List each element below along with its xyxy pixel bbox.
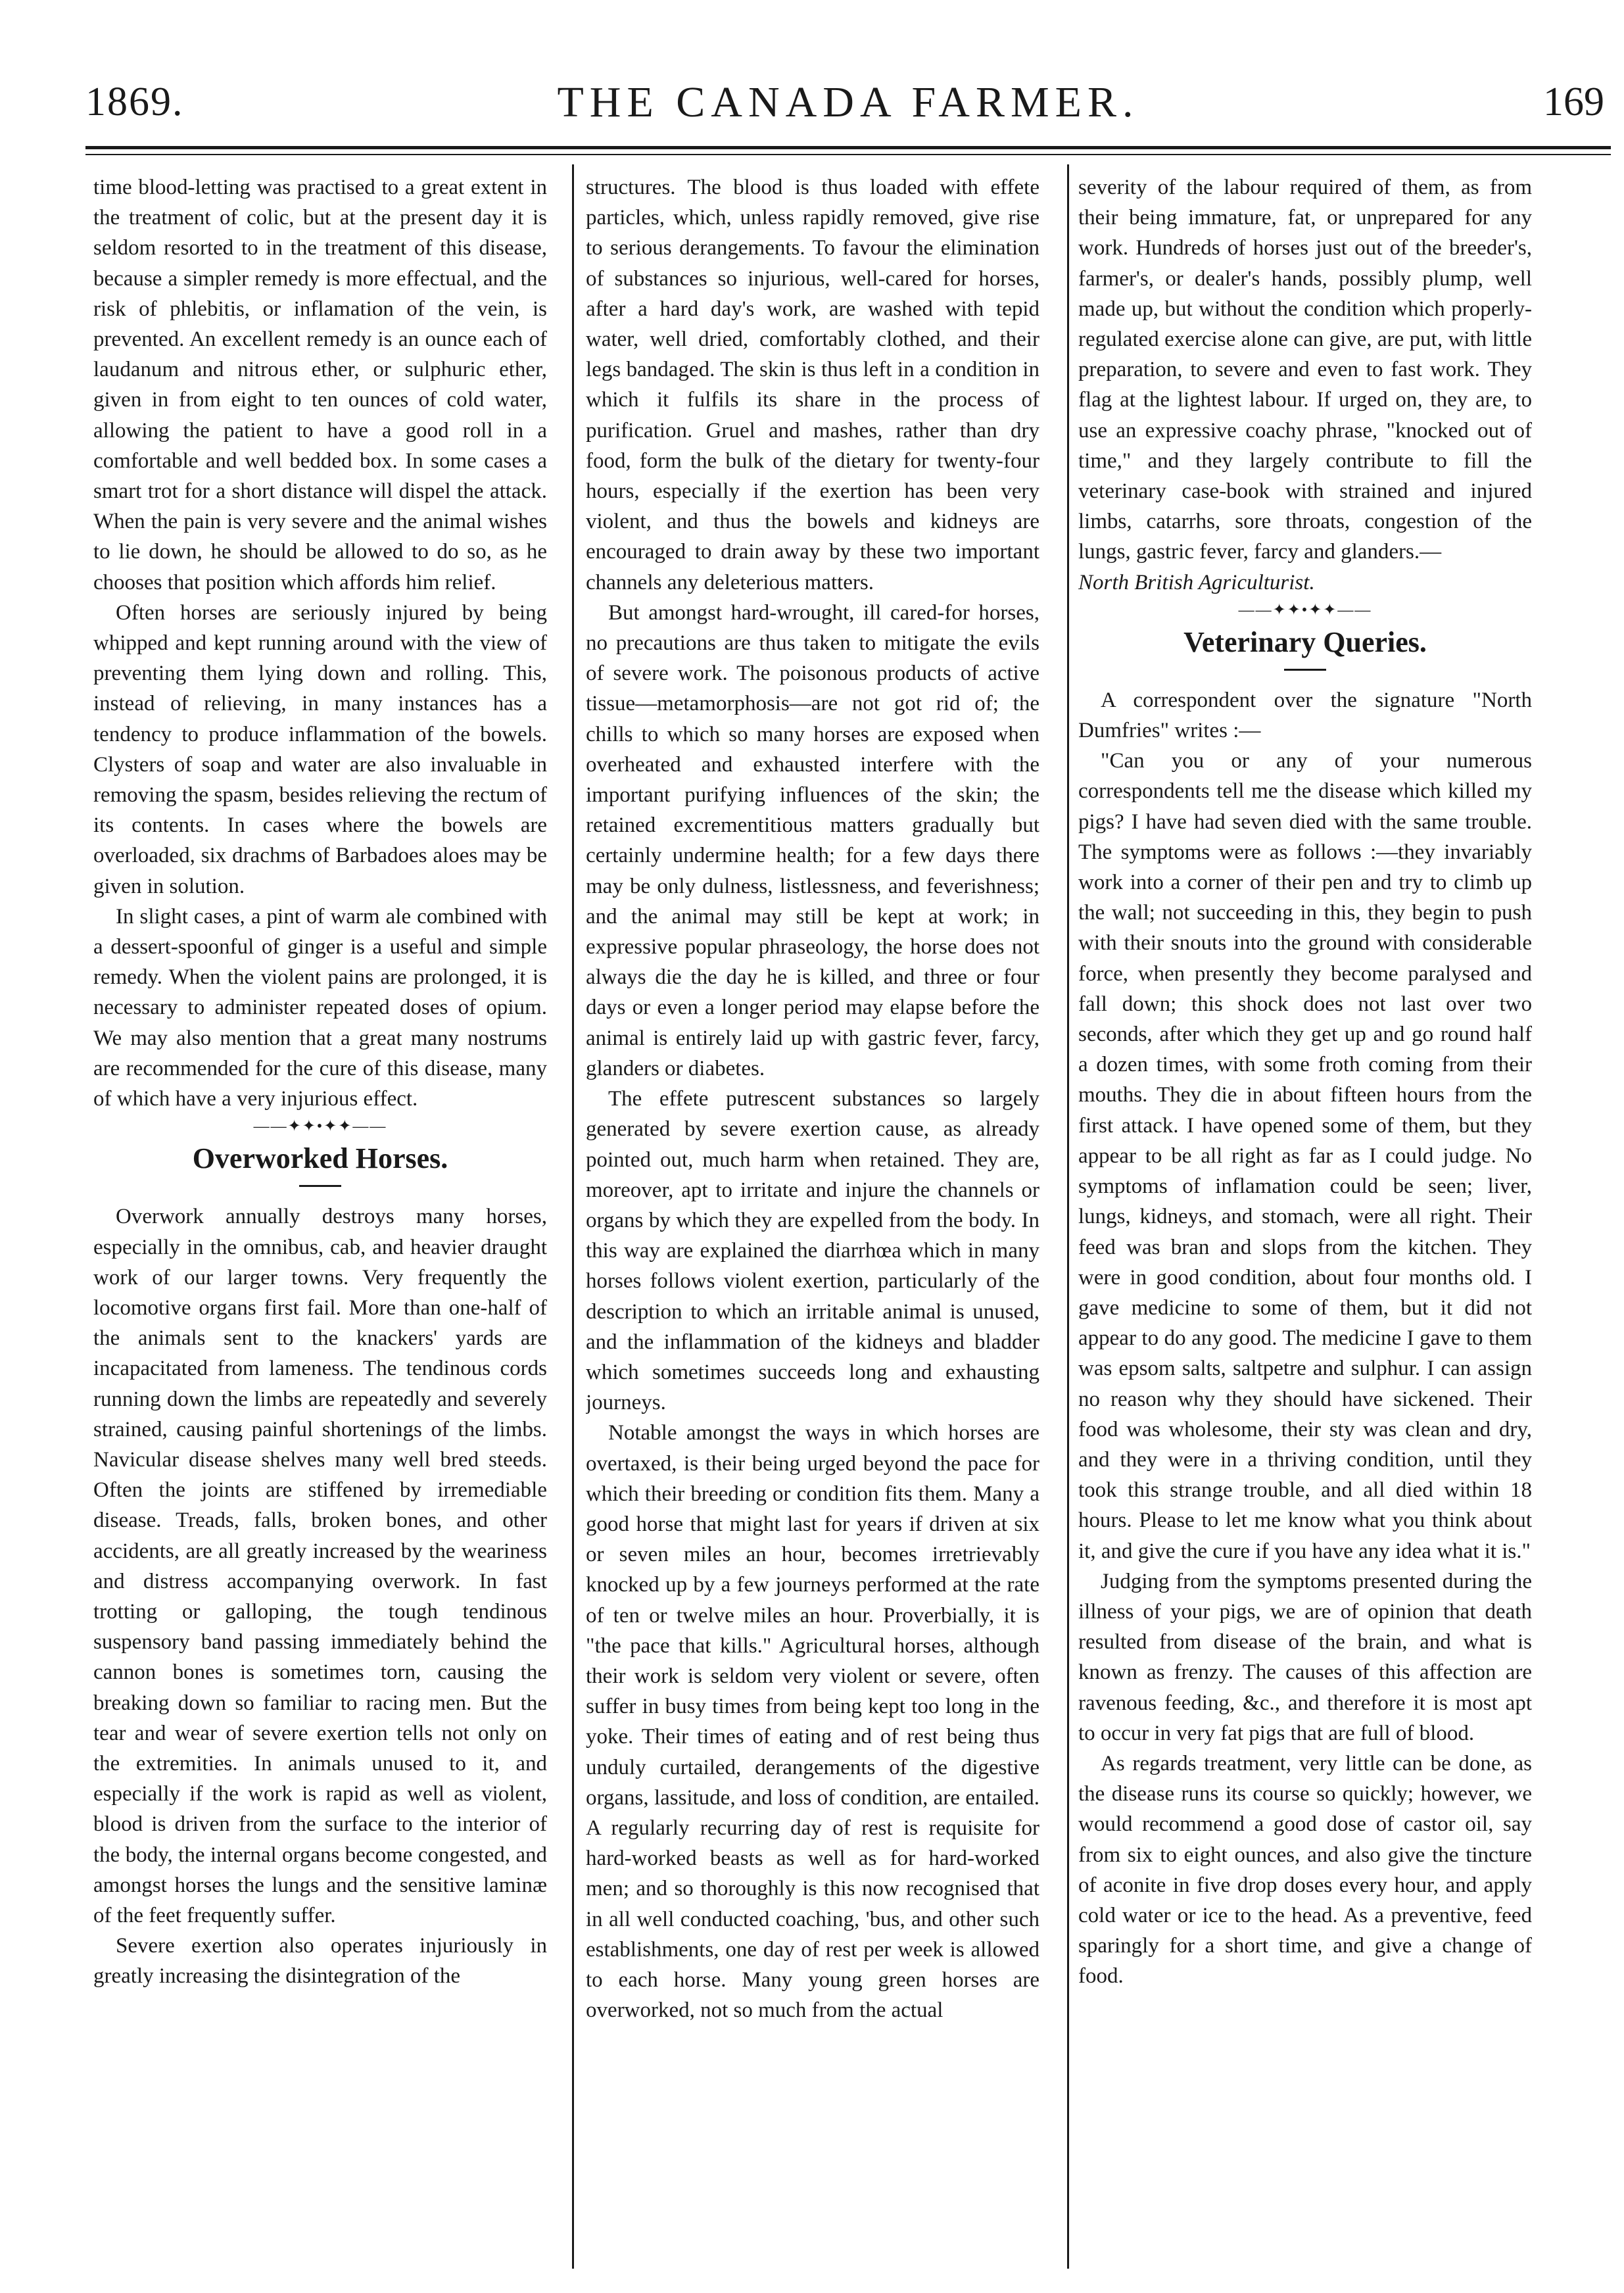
- column-divider-left: [572, 164, 574, 2269]
- heading-overworked-horses: Overworked Horses.: [192, 1142, 448, 1175]
- column-2: [586, 172, 1039, 2263]
- heading-underline: [299, 1185, 341, 1187]
- col1-paragraph: Overwork annually destroys many horses, especially in the omnibus, cab, and heavier draught work of our larger towns. Very frequently the locomotive organs first fail. More than one-half of the animals sent to the knackers' yards are incapacitated from lameness. The tendinous cords running down the limbs are repeatedly and severely strained, causing painful shortenings of the limbs. Navicular disease shelves many well bred steeds. Often the joints are stiffened by irremediable disease. Treads, falls, broken bones, and other accidents, are all greatly increased by the weariness and distress accompanying overwork. In fast trotting or galloping, the tough tendinous suspensory band passing immediately behind the cannon bones is sometimes torn, causing the breaking down so familiar to racing men. But the tear and wear of severe exertion tells not only on the extremities. In animals unused to it, and especially if the work is rapid as well as violent, blood is driven from the surface to the interior of the body, the internal organs become congested, and amongst horses the lungs and the sensitive laminæ of the feet frequently suffer.: [93, 1205, 547, 1927]
- correspondent-letter: "Can you or any of your numerous correspondents tell me the disease which killed my pigs? I have had seven died with the same trouble. The symptoms were as follows :—they invariably work into a corner of their pen and try to climb up the wall; not succeeding in this, they begin to push with their snouts into the ground with considerable force, when presently they become paralysed and fall down; this shock does not last over two seconds, after which they get up and go round half a dozen times, with some froth coming from their mouths. They die in about fifteen hours from the first attack. I have opened some of them, but they appear to be all right as far as I could judge. No symptoms of inflamation could be seen; liver, lungs, kidneys, and stomach, were all right. Their feed was bran and slops from the kitchen. They were in good condition, about four months old. I gave medicine to some of them, but it did not appear to do any good. The medicine I gave to them was epsom salts, saltpetre and sulphur. I can assign no reason why they should have sickened. Their food was wholesome, their sty was clean and dry, and they were in a thriving condition, until they took this strange trouble, and all died within 18 hours. Please to let me know what you think about it, and give the cure if you have any idea what it is.": [1078, 749, 1532, 1563]
- col1-paragraph: Severe exertion also operates injuriously in greatly increasing the disintegration of the: [93, 1934, 547, 1989]
- page-header: [85, 66, 1611, 132]
- col2-paragraph: But amongst hard-wrought, ill cared-for horses, no precautions are thus taken to mitigate the evils of severe work. The poisonous products of active tissue—metamorphosis—are not got rid of; the chills to which so many horses are exposed when overheated and exhausted interfere with the important purifying influences of the skin; the retained excrementitious matters gradually but certainly undermine health; for a few days there may be only dulness, listlessness, and feverishness; and the animal may still be kept at work; in expressive popular phraseology, the horse does not always die the day he is killed, and three or four days or even a longer period may elapse before the animal is entirely laid up with gastric fever, farcy, glanders or diabetes.: [586, 600, 1039, 1080]
- column-divider-right: [1067, 164, 1069, 2269]
- header-rule-thin: [85, 154, 1611, 155]
- col3-paragraph: Judging from the symptoms presented during the illness of your pigs, we are of opinion that death resulted from disease of the brain, and what is known as frenzy. The causes of this affection are ravenous feeding, &c., and therefore it is most apt to occur in very fat pigs that are full of blood.: [1078, 1569, 1532, 1745]
- col2-paragraph: structures. The blood is thus loaded with effete particles, which, unless rapidly removed, give rise to serious derangements. To favour the elimination of substances so injurious, well-cared for horses, after a hard day's work, are washed with tepid water, well dried, comfortably clothed, and their legs bandaged. The skin is thus left in a condition in which it fulfils its share in the process of purification. Gruel and mashes, rather than dry food, form the bulk of the dietary for twenty-four hours, especially if the exertion has been very violent, and thus the bowels and kidneys are encouraged to drain away by these two important channels any deleterious matters.: [586, 176, 1039, 594]
- column-1: [93, 172, 547, 2263]
- col1-paragraph: In slight cases, a pint of warm ale combined with a dessert-spoonful of ginger is a useful and simple remedy. When the violent pains are prolonged, it is necessary to administer repeated doses of opium. We may also mention that a great many nostrums are recommended for the cure of this disease, many of which have a very injurious effect.: [93, 904, 547, 1111]
- col3-paragraph: A correspondent over the signature "North Dumfries" writes :—: [1078, 688, 1532, 743]
- col1-paragraph: Often horses are seriously injured by being whipped and kept running around with the view of preventing them lying down and rolling. This, instead of relieving, in many instances has a tendency to produce inflammation of the bowels. Clysters of soap and water are also invaluable in removing the spasm, besides relieving the rectum of its contents. In cases where the bowels are overloaded, six drachms of Barbadoes aloes may be given in solution.: [93, 600, 547, 898]
- page-number: 169: [1543, 80, 1604, 124]
- col3-paragraph: severity of the labour required of them, as from their being immature, fat, or unprepared for any work. Hundreds of horses just out of the breeder's, farmer's, or dealer's hands, possibly plump, well made up, but without the condition which properly-regulated exercise alone can give, are put, with little preparation, to severe and even to fast work. They flag at the lightest labour. If urged on, they are, to use an expressive coachy phrase, "knocked out of time," and they largely contribute to fill the veterinary case-book with strained and injured limbs, catarrhs, sore throats, congestion of the lungs, gastric fever, farcy and glanders.—: [1078, 176, 1532, 564]
- heading-underline: [1284, 669, 1326, 671]
- article-source: North British Agriculturist.: [1078, 570, 1315, 594]
- ornament-separator: ——✦✦•✦✦——: [253, 1118, 387, 1136]
- column-3: [1078, 172, 1532, 2263]
- col1-paragraph: time blood-letting was practised to a great extent in the treatment of colic, but at the present day it is seldom resorted to in the treatment of this disease, because a simpler remedy is more effectual, and the risk of phlebitis, or inflamation of the vein, is prevented. An excellent remedy is an ounce each of laudanum and nitrous ether, or sulphuric ether, given in from eight to ten ounces of cold water, allowing the patient to have a good roll in a comfortable and well bedded box. In some cases a smart trot for a short distance will dispel the attack. When the pain is very severe and the animal wishes to lie down, he should be allowed to do so, as he chooses that position which affords him relief.: [93, 176, 547, 594]
- ornament-separator: ——✦✦•✦✦——: [1238, 601, 1372, 619]
- issue-year: 1869.: [85, 80, 184, 124]
- masthead-title: THE CANADA FARMER.: [557, 78, 1139, 126]
- col3-paragraph: As regards treatment, very little can be done, as the disease runs its course so quickly; however, we would recommend a good dose of castor oil, say from six to eight ounces, and also give the tincture of aconite in five drop doses every hour, and apply cold water or ice to the head. As a preventive, feed sparingly for a short time, and give a change of food.: [1078, 1751, 1532, 1989]
- heading-veterinary-queries: Veterinary Queries.: [1183, 625, 1427, 658]
- col2-paragraph: Notable amongst the ways in which horses are overtaxed, is their being urged beyond the pace for which their breeding or condition fits them. Many a good horse that might last for years if driven at six or seven miles an hour, becomes irretrievably knocked up by a few journeys performed at the rate of ten or twelve miles an hour. Proverbially, it is "the pace that kills." Agricultural horses, although their work is seldom very violent or severe, often suffer in busy times from being kept too long in the yoke. Their times of eating and of rest being thus unduly curtailed, derangements of the digestive organs, lassitude, and loss of condition, are entailed. A regularly recurring day of rest is requisite for hard-worked beasts as well as for hard-worked men; and so thoroughly is this now recognised that in all well conducted coaching, 'bus, and other such establishments, one day of rest per week is allowed to each horse. Many young green horses are overworked, not so much from the actual: [586, 1421, 1039, 2023]
- col2-paragraph: The effete putrescent substances so largely generated by severe exertion cause, as already pointed out, much harm when retained. They are, moreover, apt to irritate and injure the channels or organs by which they are expelled from the body. In this way are explained the diarrhœa which in many horses follows violent exertion, particularly of the description to which an irritable animal is unused, and the inflammation of the kidneys and bladder which sometimes succeeds long and exhausting journeys.: [586, 1087, 1039, 1415]
- header-rule-thick: [85, 146, 1611, 149]
